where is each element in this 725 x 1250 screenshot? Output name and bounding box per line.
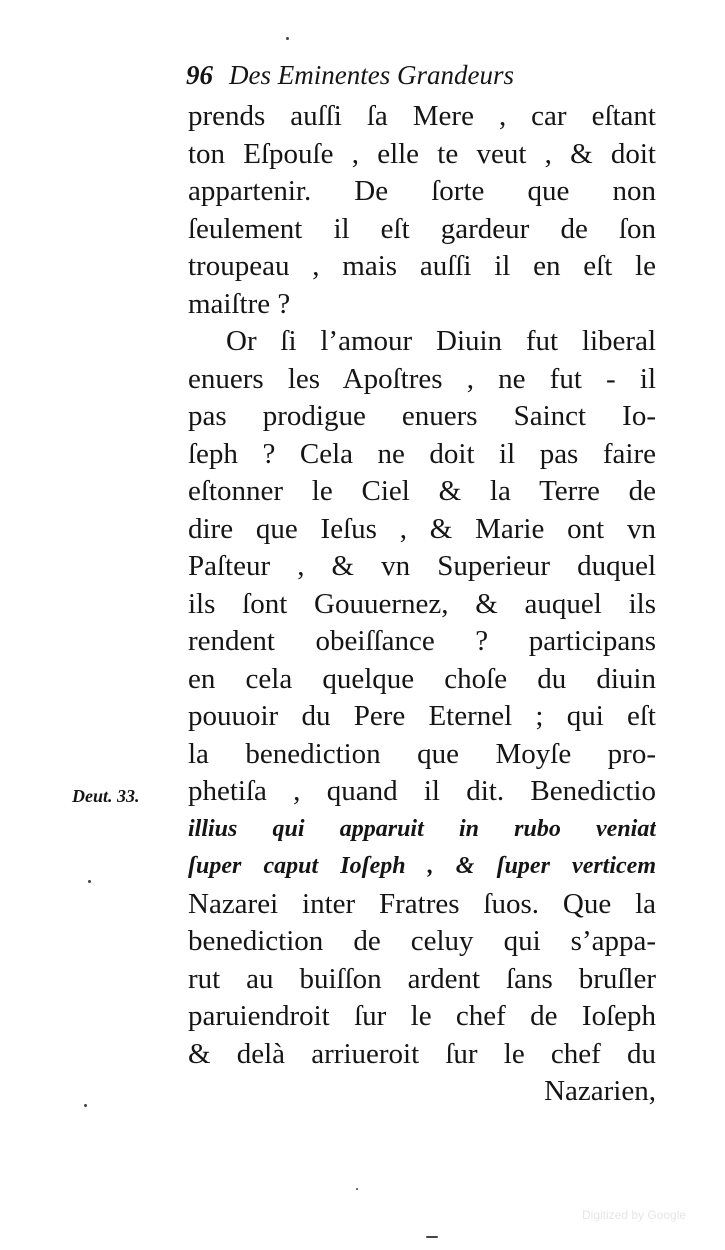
text-line: eſtonner le Ciel & la Terre de [188,475,656,507]
text-line: ſeph ? Cela ne doit il pas faire [188,437,656,470]
running-title: Des Eminentes Grandeurs [229,60,514,90]
catchword: Nazarien, [544,1075,656,1107]
text-line: ton Eſpouſe , elle te veut , & doit [188,137,656,170]
text-line: rendent obeiſſance ? participans [188,625,656,657]
page-number: 96 [186,60,213,90]
text-line: pas prodigue enuers Sainct Io- [188,400,656,432]
body-text [188,98,656,1111]
ink-speck [426,1236,438,1238]
text-line: phetiſa , quand il dit. Benedictio [188,775,656,807]
ink-speck [84,1104,87,1107]
ink-speck [356,1188,358,1190]
text-line: pouuoir du Pere Eternel ; qui eſt [188,700,656,732]
text-line: Paſteur , & vn Superieur duquel [188,550,656,582]
text-line: prends auſſi ſa Mere , car eſtant [188,100,656,132]
text-line: ils ſont Gouuernez, & auquel ils [188,587,656,620]
text-line: Or ſi l’amour Diuin fut liberal [226,325,656,357]
ink-speck [286,37,289,40]
text-line: ſeulement il eſt gardeur de ſon [188,212,656,245]
text-line: rut au buiſſon ardent ſans bruſler [188,962,656,995]
margin-note: Deut. 33. [72,786,140,806]
text-line: & delà arriueroit ſur le chef du [188,1037,656,1070]
text-line: dire que Ieſus , & Marie ont vn [188,512,656,545]
latin-quote-line: illius qui apparuit in rubo veniat [188,815,656,842]
text-line: en cela quelque choſe du diuin [188,662,656,695]
page-header [186,60,666,96]
latin-quote-line: ſuper caput Ioſeph , & ſuper verticem [188,853,656,879]
ink-speck [88,880,91,883]
text-line: enuers les Apoſtres , ne fut - il [188,362,656,395]
text-line: troupeau , mais auſſi il en eſt le [188,250,656,282]
text-line: Nazarei inter Fratres ſuos. Que la [188,887,656,920]
text-line: appartenir. De ſorte que non [188,175,656,207]
text-line: benediction de celuy qui s’appa- [188,925,656,957]
watermark: Digitized by Google [582,1208,687,1222]
text-line: paruiendroit ſur le chef de Ioſeph [188,1000,656,1032]
text-line: maiſtre ? [188,287,291,320]
text-line: la benediction que Moyſe pro- [188,737,656,770]
